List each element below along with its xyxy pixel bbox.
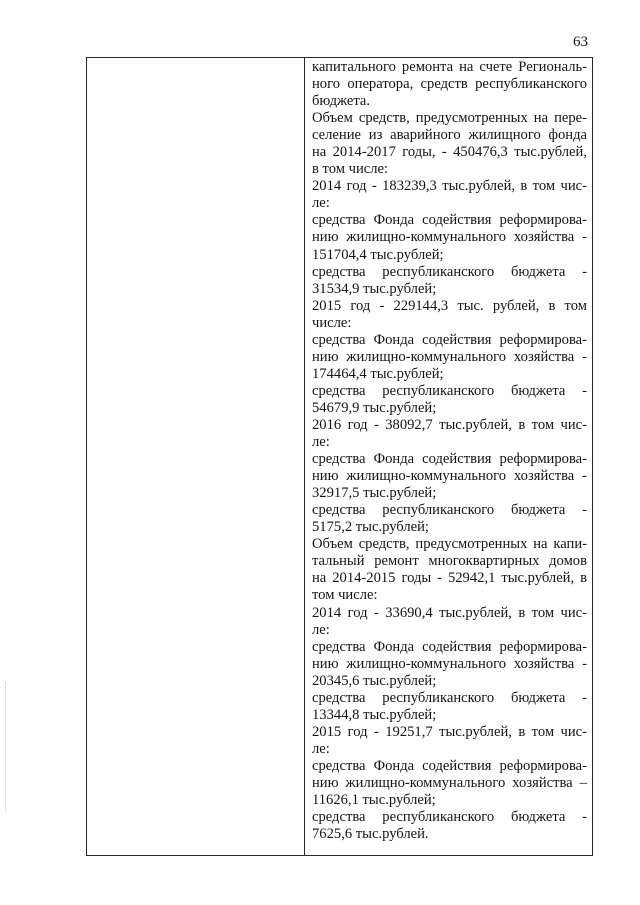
text-line: в том числе: <box>312 161 389 178</box>
text-line: на 2014-2017 годы, - 450476,3 тыс.рублей, <box>312 144 587 161</box>
text-line: капитального ремонта на счете Региональ- <box>312 59 587 75</box>
text-line: ле: <box>312 621 330 638</box>
text-line: Объем средств, предусмотренных на капи- <box>312 536 587 553</box>
text-line: средства республиканского бюджета - <box>312 382 587 399</box>
text-line: 54679,9 тыс.рублей; <box>312 399 437 416</box>
scan-artifact <box>5 682 7 812</box>
text-line: селение из аварийного жилищного фонда <box>312 127 587 144</box>
text-line: на 2014-2015 годы - 52942,1 тыс.рублей, в <box>312 570 587 587</box>
text-line: том числе: <box>312 587 378 604</box>
table-right-cell <box>312 59 587 843</box>
text-line: 11626,1 тыс.рублей; <box>312 792 436 809</box>
column-divider <box>304 58 305 855</box>
text-line: числе: <box>312 314 352 331</box>
text-line: 174464,4 тыс.рублей; <box>312 365 444 382</box>
text-line: ле: <box>312 434 330 451</box>
text-line: средства республиканского бюджета - <box>312 502 587 519</box>
text-line: 2015 год - 229144,3 тыс. рублей, в том <box>312 297 587 314</box>
text-line: нию жилищно-коммунального хозяйства – <box>312 774 587 791</box>
text-line: 20345,6 тыс.рублей; <box>312 672 437 689</box>
text-line: средства республиканского бюджета - <box>312 263 587 280</box>
text-line: нию жилищно-коммунального хозяйства - <box>312 468 587 485</box>
text-line: средства Фонда содействия реформирова- <box>312 331 587 348</box>
text-line: ле: <box>312 195 330 212</box>
text-line: нию жилищно-коммунального хозяйства - <box>312 655 587 672</box>
text-line: 2016 год - 38092,7 тыс.рублей, в том чис- <box>312 416 587 433</box>
text-line: 2014 год - 33690,4 тыс.рублей, в том чис- <box>312 604 587 621</box>
text-line: 151704,4 тыс.рублей; <box>312 246 444 263</box>
text-line: 32917,5 тыс.рублей; <box>312 485 437 502</box>
text-line: средства Фонда содействия реформирова- <box>312 451 587 468</box>
text-line: средства Фонда содействия реформирова- <box>312 638 587 655</box>
text-line: 2015 год - 19251,7 тыс.рублей, в том чис- <box>312 723 587 740</box>
text-line: нию жилищно-коммунального хозяйства - <box>312 348 587 365</box>
text-line: 13344,8 тыс.рублей; <box>312 706 437 723</box>
text-line: Объем средств, предусмотренных на пере- <box>312 110 587 127</box>
text-line: средства республиканского бюджета - <box>312 809 587 826</box>
text-line: нию жилищно-коммунального хозяйства - <box>312 229 587 246</box>
text-line: средства республиканского бюджета - <box>312 689 587 706</box>
text-line: средства Фонда содействия реформирова- <box>312 757 587 774</box>
text-line: тальный ремонт многоквартирных домов <box>312 553 587 570</box>
text-line: 31534,9 тыс.рублей; <box>312 280 437 297</box>
text-line: ного оператора, средств республиканского <box>312 76 587 93</box>
text-line: бюджета. <box>312 93 371 110</box>
text-line: ле: <box>312 740 330 757</box>
text-line: 7625,6 тыс.рублей. <box>312 826 429 843</box>
document-table <box>86 57 593 856</box>
text-line: 2014 год - 183239,3 тыс.рублей, в том чис- <box>312 178 587 195</box>
page-number: 63 <box>573 34 588 50</box>
text-line: 5175,2 тыс.рублей; <box>312 519 429 536</box>
text-line: средства Фонда содействия реформирова- <box>312 212 587 229</box>
